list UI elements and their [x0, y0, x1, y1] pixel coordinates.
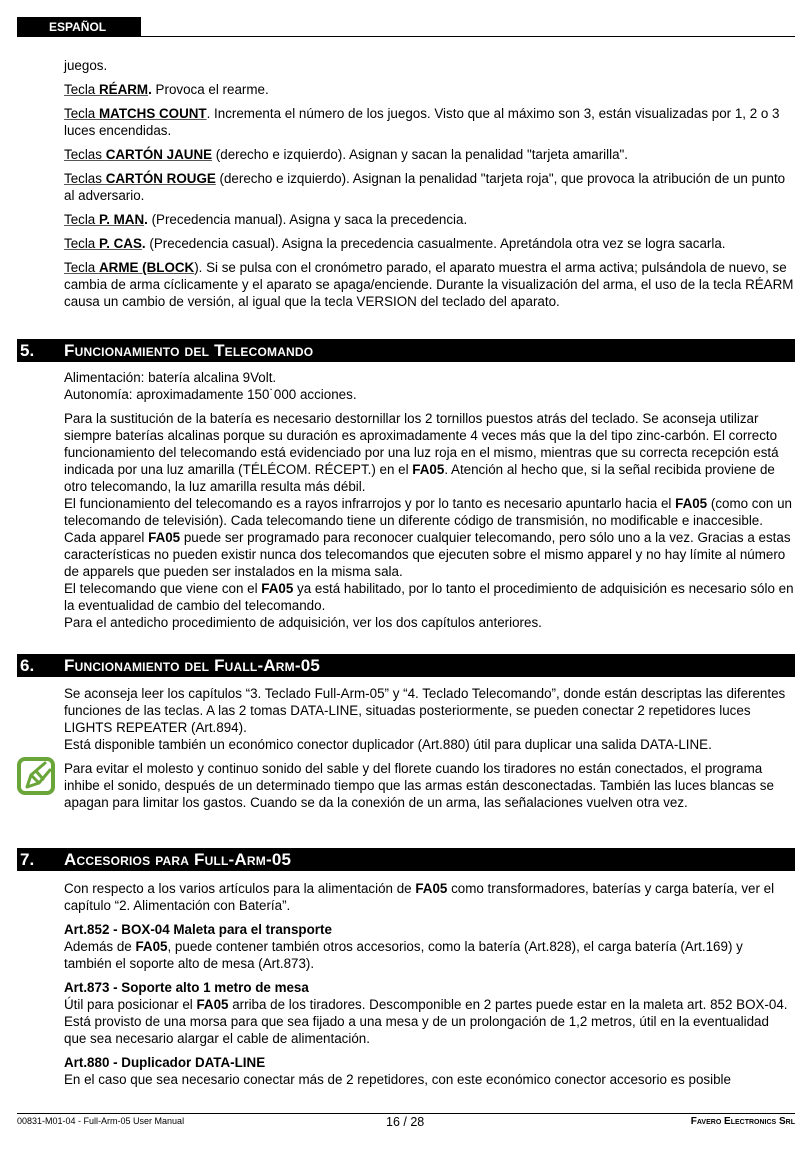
section-header-7 [17, 848, 795, 871]
section-6-body [64, 685, 794, 811]
key-description: Teclas CARTÓN ROUGE (derecho e izquierdo). Asignan la penalidad "tarjeta roja", que provoca la atribución de un punto al adversario. [64, 171, 786, 203]
key-name: P. MAN [98, 212, 145, 227]
section-title: Funcionamiento del Fuall-Arm-05 [64, 656, 321, 675]
paragraph: Para el antedicho procedimiento de adquisición, ver los dos capítulos anteriores. [64, 615, 542, 630]
header-rule [141, 36, 795, 37]
article-heading: Art.880 - Duplicador DATA-LINE [64, 1055, 266, 1070]
key-name: CARTÓN JAUNE [105, 147, 213, 162]
paragraph: Para la sustitución de la batería es necesario destornillar los 2 tornillos puestos atrás del teclado. Se aconseja utilizar siempre baterías alcalinas porque su duración es aproximadamente 4 veces más que la del tipo zinc-carbón. El correcto funcionamiento del telecomando está evidenciado por una luz roja en el mismo, mientras que su correcta recepción está indicada por una luz amarilla (TÉLÉCOM. RÉCEPT.) en el FA05. Atención al hecho que, si la señal recibida proviene de otro telecomando, la luz amarilla resulta más débil. [64, 411, 779, 494]
article-text: Útil para posicionar el FA05 arriba de los tiradores. Descomponible en 2 partes puede estar en la maleta art. 852 BOX-04. Está provisto de una morsa para que sea fijado a una mesa y de un prolongación de 1,2 metros, útil en la eventualidad que sea necesario alargar el cable de alimentación. [64, 997, 788, 1046]
key-name: ARME (BLOCK [98, 260, 195, 275]
article-text: Además de FA05, puede contener también otros accesorios, como la batería (Art.828), el carga batería (Art.169) y también el soporte alto de mesa (Art.873). [64, 939, 743, 971]
page-number: 16 / 28 [386, 1115, 425, 1129]
pencil-note-icon [17, 757, 55, 795]
key-name: CARTÓN ROUGE [105, 171, 216, 186]
language-tab: ESPAÑOL [17, 17, 141, 37]
intro-block [64, 57, 794, 310]
section-number: 5. [20, 341, 35, 360]
key-name: RÉARM [98, 82, 149, 97]
key-name: MATCHS COUNT [98, 106, 207, 121]
key-description: Tecla P. MAN. (Precedencia manual). Asigna y saca la precedencia. [64, 212, 468, 227]
continuation-text: juegos. [64, 58, 108, 73]
article-heading: Art.873 - Soporte alto 1 metro de mesa [64, 980, 309, 995]
key-description: Tecla MATCHS COUNT. Incrementa el número de los juegos. Visto que al máximo son 3, están visualizadas por 1, 2 o 3 luces encendidas. [64, 106, 780, 138]
key-description: Tecla P. CAS. (Precedencia casual). Asigna la precedencia casualmente. Apretándola otra vez se logra sacarla. [64, 236, 726, 251]
key-description: Tecla RÉARM. Provoca el rearme. [64, 82, 269, 97]
section-number: 6. [20, 656, 35, 675]
section-title: Funcionamiento del Telecomando [64, 341, 314, 360]
section-header-6 [17, 654, 795, 677]
section-7-body [64, 880, 794, 1088]
footer-rule [17, 1113, 795, 1114]
spec-line: Autonomía: aproximadamente 150˙000 acciones. [64, 387, 357, 402]
spec-line: Alimentación: batería alcalina 9Volt. [64, 370, 277, 385]
section-number: 7. [20, 850, 35, 869]
note-paragraph: Para evitar el molesto y continuo sonido del sable y del florete cuando los tiradores no están conectados, el programa inhibe el sonido, después de un determinado tiempo que las armas están desconectadas. También las luces blancas se apagan para limitar los gastos. Cuando se da la conexión de un arma, las señalaciones vuelven otra vez. [64, 761, 774, 810]
paragraph: El telecomando que viene con el FA05 ya está habilitado, por lo tanto el procedimiento de adquisición es necesario sólo en la eventualidad de cambio del telecomando. [64, 581, 794, 613]
section-title: Accesorios para Full-Arm-05 [64, 850, 292, 869]
section-5-body [64, 369, 794, 631]
article-text: En el caso que sea necesario conectar más de 2 repetidores, con este económico conector accesorio es posible [64, 1072, 731, 1087]
paragraph: El funcionamiento del telecomando es a rayos infrarrojos y por lo tanto es necesario apuntarlo hacia el FA05 (como con un telecomando de televisión). Cada telecomando tiene un diferente código de transmisión, no modificable e inaccesible. Cada apparel FA05 puede ser programado para reconocer cualquier telecomando, pero sólo uno a la vez. Gracias a estas características no pueden existir nunca dos telecomandos que ejecuten sobre el mismo apparel y no hay límite al número de apparels que pueden ser instalados en la misma sala. [64, 496, 792, 579]
key-name: P. CAS [98, 236, 142, 251]
section-header-5 [17, 339, 795, 362]
article-heading: Art.852 - BOX-04 Maleta para el transporte [64, 922, 332, 937]
key-description: Tecla ARME (BLOCK). Si se pulsa con el cronómetro parado, el aparato muestra el arma activa; pulsándola de nuevo, se cambia de arma cíclicamente y el aparato se apaga/enciende. Durante la visualización del arma, el uso de la tecla RÉARM causa un cambio de versión, al igual que la tecla VERSION del teclado del aparato. [64, 260, 794, 309]
company-name: Favero Electronics Srl [690, 1116, 795, 1127]
paragraph: Está disponible también un económico conector duplicador (Art.880) útil para duplicar una salida DATA-LINE. [64, 737, 712, 752]
paragraph: Se aconseja leer los capítulos “3. Teclado Full-Arm-05” y “4. Teclado Telecomando”, donde están descriptas las diferentes funciones de las teclas. A las 2 tomas DATA-LINE, situadas posteriormente, se pueden conectar 2 repetidores luces LIGHTS REPEATER (Art.894). [64, 686, 786, 735]
paragraph: Con respecto a los varios artículos para la alimentación de FA05 como transformadores, baterías y carga batería, ver el capítulo “2. Alimentación con Batería”. [64, 881, 775, 913]
key-description: Teclas CARTÓN JAUNE (derecho e izquierdo). Asignan y sacan la penalidad "tarjeta amarilla". [64, 147, 629, 162]
document-id: 00831-M01-04 - Full-Arm-05 User Manual [17, 1116, 185, 1126]
